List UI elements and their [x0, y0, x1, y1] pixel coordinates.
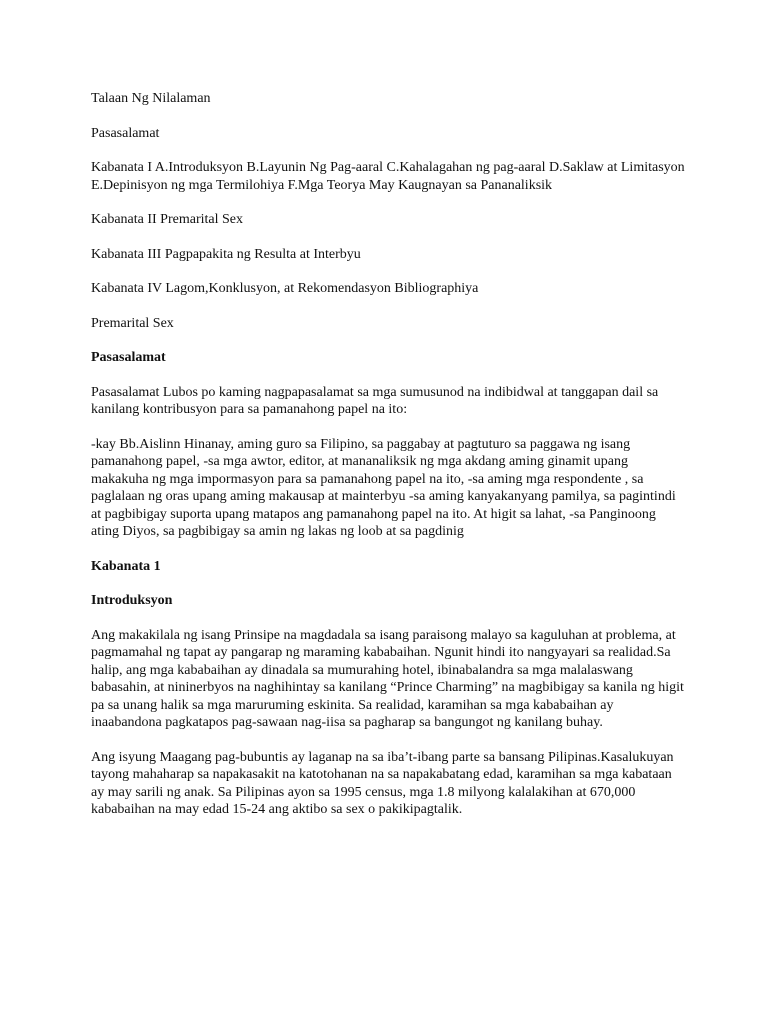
toc-item-kabanata-2: Kabanata II Premarital Sex	[91, 212, 243, 227]
acknowledgement-paragraph-1: Pasasalamat Lubos po kaming nagpapasalamat sa mga sumusunod na indibidwal at tanggapan dail sa kanilang kontribusyon para sa pamanahong papel na ito:	[91, 384, 659, 417]
acknowledgement-paragraph-2: -kay Bb.Aislinn Hinanay, aming guro sa Filipino, sa paggabay at pagtuturo sa paggawa ng isang pamanahong papel, -sa mga awtor, editor, at mananaliksik ng mga akdang aming ginamit upang makakuha ng mga impormasyon para sa pamanahong papel na ito, -sa aming mga respondente , sa paglalaan ng oras upang aming makausap at mainterbyu -sa aming kanyakanyang pamilya, sa pagintindi at pagbibigay suporta upang matapos ang pamanahong papel na ito. At higit sa lahat, -sa Panginoong ating Diyos, sa pagbibigay sa amin ng lakas ng loob at sa pagdinig	[91, 436, 676, 539]
intro-heading: Introduksyon	[91, 593, 173, 608]
acknowledgement-heading: Pasasalamat	[91, 350, 166, 365]
toc-item-pasasalamat: Pasasalamat	[91, 125, 160, 141]
toc-title: Talaan Ng Nilalaman	[91, 91, 211, 106]
toc-item-kabanata-4: Kabanata IV Lagom,Konklusyon, at Rekomendasyon Bibliographiya	[91, 281, 479, 296]
toc-item-kabanata-1: Kabanata I A.Introduksyon B.Layunin Ng Pag-aaral C.Kahalagahan ng pag-aaral D.Saklaw at Limitasyon E.Depinisyon ng mga Termilohiya F.Mga Teorya May Kaugnayan sa Pananaliksik	[91, 160, 685, 193]
intro-paragraph-2: Ang isyung Maagang pag-bubuntis ay laganap na sa iba’t-ibang parte sa bansang Pilipinas.Kasalukuyan tayong mahaharap sa napakasakit na katotohanan na sa napakabatang edad, karamihan sa mga kabataan ay may sarili ng anak. Sa Pilipinas ayon sa 1995 census, mga 1.8 milyong kalalakihan at 670,000 kababaihan na may edad 15-24 ang aktibo sa sex o pakikipagtalik.	[91, 749, 674, 817]
intro-paragraph-1: Ang makakilala ng isang Prinsipe na magdadala sa isang paraisong malayo sa kaguluhan at problema, at pagmamahal ng tapat ay pangarap ng maraming kababaihan. Ngunit hindi ito nangyayari sa realidad.Sa halip, ang mga kababaihan ay dinadala sa mumurahing hotel, ibinabalandra sa mga malalaswang babasahin, at nininerbyos na naghihintay sa kanilang “Prince Charming” na magbibigay sa kanila ng higit pa sa unang halik sa mga maruruming eskinita. Sa realidad, karamihan sa mga kababaihan ay inaabandona pagkatapos pag-sawaan nag-iisa sa pagharap sa bangungot ng kanilang buhay.	[91, 627, 684, 730]
toc-item-kabanata-3: Kabanata III Pagpapakita ng Resulta at Interbyu	[91, 246, 361, 262]
chapter-heading: Kabanata 1	[91, 558, 161, 574]
document-page	[91, 90, 686, 836]
toc-item-premarital-sex: Premarital Sex	[91, 315, 174, 331]
